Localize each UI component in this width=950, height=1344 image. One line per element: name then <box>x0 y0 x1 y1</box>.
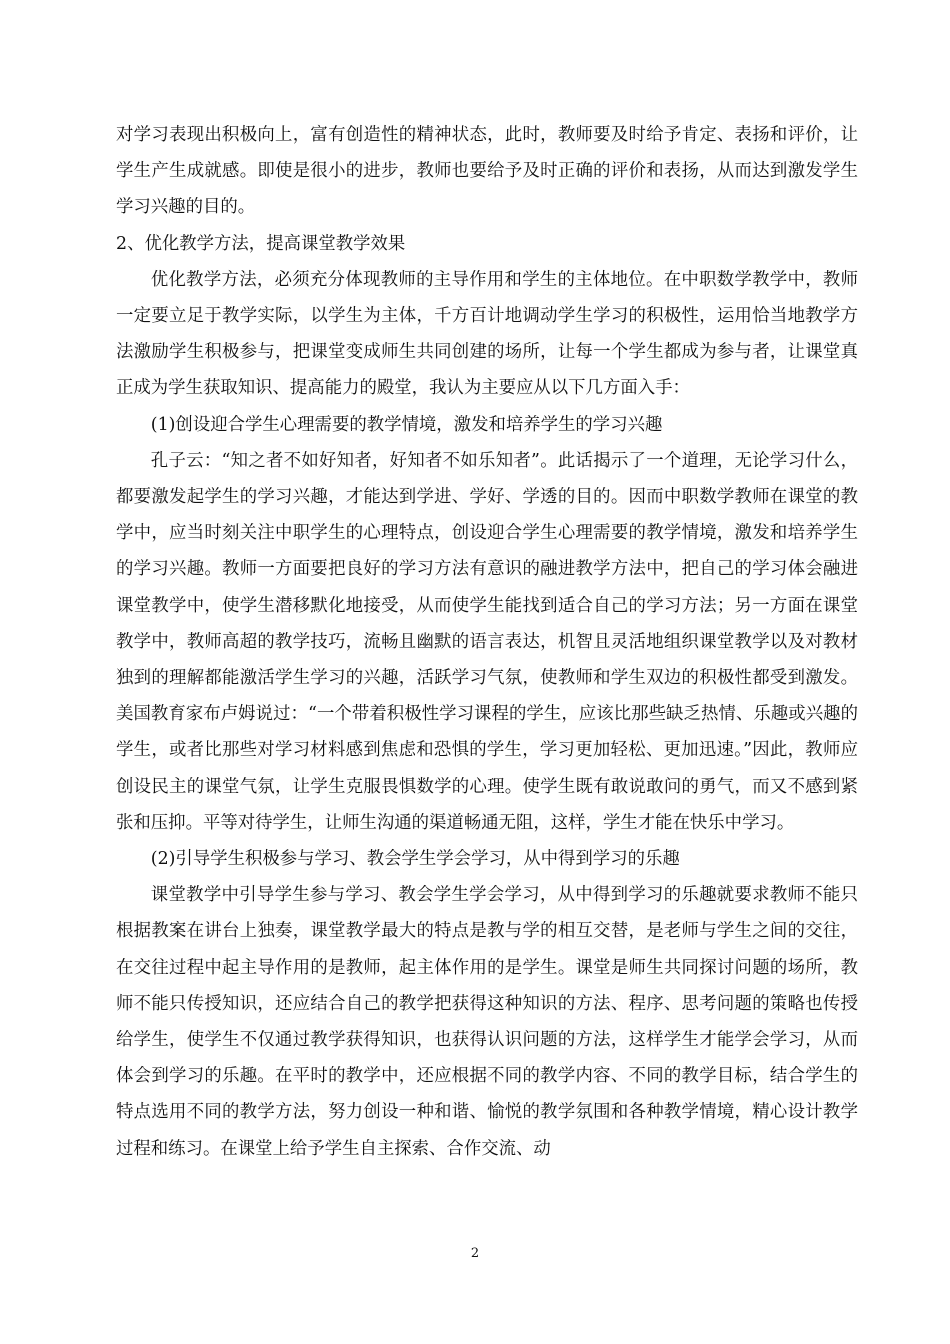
page-number: 2 <box>470 1246 480 1261</box>
paragraph-subsection-1: 孔子云：“知之者不如好知者，好知者不如乐知者”。此话揭示了一个道理，无论学习什么，都要激发起学生的学习兴趣，才能达到学进、学好、学透的目的。因而中职数学教师在课堂的教学中，应当时刻关注中职学生的心理特点，创设迎合学生心理需要的教学情境，激发和培养学生的学习兴趣。教师一方面要把良好的学习方法有意识的融进教学方法中，把自己的学习体会融进课堂教学中，使学生潜移默化地接受，从而使学生能找到适合自己的学习方法；另一方面在课堂教学中，教师高超的教学技巧，流畅且幽默的语言表达，机智且灵活地组织课堂教学以及对教材独到的理解都能激活学生学习的兴趣，活跃学习气氛，使教师和学生双边的积极性都受到激发。美国教育家布卢姆说过：“一个带着积极性学习课程的学生，应该比那些缺乏热情、乐趣或兴趣的学生，或者比那些对学习材料感到焦虑和恐惧的学生，学习更加轻松、更加迅速。”因此，教师应创设民主的课堂气氛，让学生克服畏惧数学的心理。使学生既有敢说敢问的勇气，而又不感到紧张和压抑。平等对待学生，让师生沟通的渠道畅通无阻，这样，学生才能在快乐中学习。 <box>116 450 858 833</box>
paragraph-intro: 优化教学方法，必须充分体现教师的主导作用和学生的主体地位。在中职数学教学中，教师一定要立足于教学实际，以学生为主体，千方百计地调动学生学习的积极性，运用恰当地教学方法激励学生积极参与，把课堂变成师生共同创建的场所，让每一个学生都成为参与者，让课堂真正成为学生获取知识、提高能力的殿堂，我认为主要应从以下几方面入手： <box>116 269 858 399</box>
paragraph-continuation: 对学习表现出积极向上，富有创造性的精神状态，此时，教师要及时给予肯定、表扬和评价，让学生产生成就感。即使是很小的进步，教师也要给予及时正确的评价和表扬，从而达到激发学生学习兴趣的目的。 <box>116 125 858 218</box>
body-text <box>116 117 858 1167</box>
section-heading: 2、优化教学方法，提高课堂教学效果 <box>116 233 406 254</box>
paragraph-subsection-2: 课堂教学中引导学生参与学习、教会学生学会学习，从中得到学习的乐趣就要求教师不能只根据教案在讲台上独奏，课堂教学最大的特点是教与学的相互交替，是老师与学生之间的交往，在交往过程中起主导作用的是教师，起主体作用的是学生。课堂是师生共同探讨问题的场所，教师不能只传授知识，还应结合自己的教学把获得这种知识的方法、程序、思考问题的策略也传授给学生，使学生不仅通过教学获得知识，也获得认识问题的方法，这样学生才能学会学习，从而体会到学习的乐趣。在平时的教学中，还应根据不同的教学内容、不同的教学目标，结合学生的特点选用不同的教学方法，努力创设一种和谐、愉悦的教学氛围和各种教学情境，精心设计教学过程和练习。在课堂上给予学生自主探索、合作交流、动 <box>116 885 858 1159</box>
subheading-1: (1)创设迎合学生心理需要的教学情境，激发和培养学生的学习兴趣 <box>150 414 663 435</box>
subheading-2: (2)引导学生积极参与学习、教会学生学会学习，从中得到学习的乐趣 <box>150 849 680 870</box>
